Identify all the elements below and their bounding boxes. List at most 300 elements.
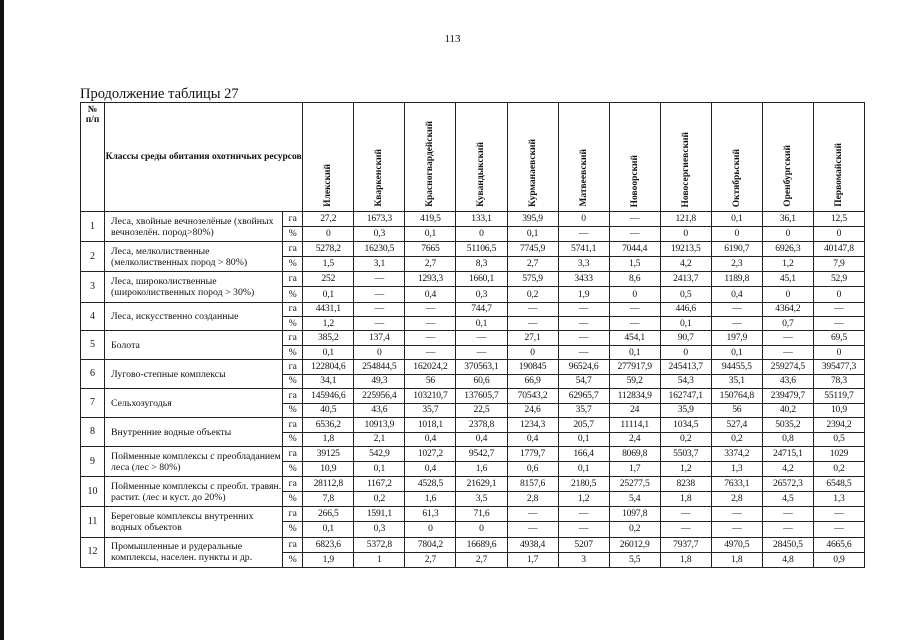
area-percent-cell: 1,5 [609, 257, 660, 272]
area-percent-cell: 24,6 [507, 403, 558, 417]
area-ha-cell: 4665,6 [813, 537, 864, 552]
unit-ha: га [283, 446, 303, 461]
area-percent-cell: 54,7 [558, 374, 609, 388]
area-percent-cell: 35,7 [558, 403, 609, 417]
area-percent-cell: 1,9 [303, 552, 354, 567]
area-ha-cell: 19213,5 [660, 242, 711, 257]
area-percent-cell: 1,8 [711, 552, 762, 567]
area-ha-cell: 62965,7 [558, 389, 609, 403]
area-percent-cell: 4,5 [762, 492, 813, 507]
area-ha-cell: 6190,7 [711, 242, 762, 257]
header-num [81, 103, 105, 212]
area-percent-cell: — [609, 317, 660, 331]
row-number: 3 [81, 272, 105, 302]
area-ha-cell: 454,1 [609, 331, 660, 345]
area-percent-cell: — [558, 345, 609, 359]
area-percent-cell: 0,2 [609, 522, 660, 537]
header-district: Кваркенский [354, 103, 405, 212]
area-percent-cell: 0,4 [405, 462, 456, 477]
area-ha-cell: 1189,8 [711, 272, 762, 287]
area-ha-cell: 24715,1 [762, 446, 813, 461]
area-ha-cell: 166,4 [558, 446, 609, 461]
area-percent-cell: 0,4 [507, 432, 558, 446]
area-ha-cell: 370563,1 [456, 360, 507, 374]
unit-percent: % [283, 552, 303, 567]
area-ha-cell: 4364,2 [762, 302, 813, 316]
area-percent-cell: 1,8 [660, 552, 711, 567]
area-ha-cell: 277917,9 [609, 360, 660, 374]
area-ha-cell: 39125 [303, 446, 354, 461]
header-district: Оренбургский [762, 103, 813, 212]
area-percent-cell: 0 [711, 227, 762, 242]
area-percent-cell: 0,1 [303, 522, 354, 537]
area-ha-cell: 7804,2 [405, 537, 456, 552]
area-ha-cell: 575,9 [507, 272, 558, 287]
area-ha-cell: 5372,8 [354, 537, 405, 552]
area-percent-cell: — [813, 522, 864, 537]
area-percent-cell: — [762, 522, 813, 537]
header-district: Новоорский [609, 103, 660, 212]
area-percent-cell: 0,1 [711, 345, 762, 359]
area-ha-cell: 2180,5 [558, 477, 609, 492]
area-ha-cell: 527,4 [711, 418, 762, 432]
area-percent-cell: 4,2 [660, 257, 711, 272]
area-ha-cell: 21629,1 [456, 477, 507, 492]
area-percent-cell: 3 [558, 552, 609, 567]
header-district: Новосергиевский [660, 103, 711, 212]
row-number: 2 [81, 242, 105, 272]
area-ha-cell: 36,1 [762, 212, 813, 227]
area-percent-cell: 2,7 [405, 257, 456, 272]
area-percent-cell: 43,6 [354, 403, 405, 417]
area-percent-cell: 4,2 [762, 462, 813, 477]
table-row [81, 331, 865, 345]
area-percent-cell: 0,1 [609, 345, 660, 359]
habitat-class-label: Пойменные комплексы с преобладанием леса (лес > 80%) [105, 446, 283, 476]
table-row [81, 446, 865, 461]
habitat-class-label: Сельхозугодья [105, 389, 283, 418]
area-ha-cell: 96524,6 [558, 360, 609, 374]
area-ha-cell: 7665 [405, 242, 456, 257]
area-percent-cell: 0,1 [303, 287, 354, 302]
area-ha-cell: 103210,7 [405, 389, 456, 403]
unit-percent: % [283, 462, 303, 477]
area-ha-cell: 5207 [558, 537, 609, 552]
area-ha-cell: 197,9 [711, 331, 762, 345]
area-ha-cell: 150764,8 [711, 389, 762, 403]
area-percent-cell: 1,5 [303, 257, 354, 272]
area-ha-cell: 252 [303, 272, 354, 287]
table-row [81, 302, 865, 316]
area-ha-cell: — [405, 331, 456, 345]
area-ha-cell: 27,2 [303, 212, 354, 227]
area-ha-cell: 259274,5 [762, 360, 813, 374]
unit-percent: % [283, 317, 303, 331]
habitat-class-label: Болота [105, 331, 283, 360]
area-ha-cell: — [711, 302, 762, 316]
unit-ha: га [283, 360, 303, 374]
area-percent-cell: 60,6 [456, 374, 507, 388]
area-ha-cell: 1167,2 [354, 477, 405, 492]
unit-percent: % [283, 345, 303, 359]
area-percent-cell: 0,3 [354, 522, 405, 537]
page-number: 113 [444, 33, 461, 45]
area-percent-cell: — [354, 317, 405, 331]
area-percent-cell: — [711, 317, 762, 331]
unit-ha: га [283, 537, 303, 552]
area-percent-cell: 0,1 [660, 317, 711, 331]
habitat-class-label: Лугово-степные комплексы [105, 360, 283, 389]
area-percent-cell: 0,1 [558, 462, 609, 477]
row-number: 9 [81, 446, 105, 476]
area-ha-cell: — [660, 507, 711, 522]
area-percent-cell: 0,1 [507, 227, 558, 242]
area-ha-cell: 245413,7 [660, 360, 711, 374]
area-ha-cell: 0,1 [711, 212, 762, 227]
header-num-line: № [87, 105, 98, 115]
table-caption: Продолжение таблицы 27 [80, 86, 239, 102]
area-percent-cell: — [354, 287, 405, 302]
area-ha-cell: 2378,8 [456, 418, 507, 432]
area-ha-cell: 4970,5 [711, 537, 762, 552]
area-ha-cell: 70543,2 [507, 389, 558, 403]
area-percent-cell: 59,2 [609, 374, 660, 388]
row-number: 4 [81, 302, 105, 331]
area-percent-cell: 0,4 [456, 432, 507, 446]
row-number: 8 [81, 418, 105, 447]
area-ha-cell: — [609, 212, 660, 227]
area-percent-cell: — [660, 522, 711, 537]
area-percent-cell: 0 [660, 227, 711, 242]
area-percent-cell: — [405, 317, 456, 331]
area-percent-cell: 5,5 [609, 552, 660, 567]
area-ha-cell: 4431,1 [303, 302, 354, 316]
area-ha-cell: 8,6 [609, 272, 660, 287]
area-ha-cell: — [711, 507, 762, 522]
header-classes: Классы среды обитания охотничьих ресурсов [105, 103, 303, 212]
area-ha-cell: 2413,7 [660, 272, 711, 287]
area-percent-cell: 1,2 [660, 462, 711, 477]
area-ha-cell: — [558, 331, 609, 345]
area-ha-cell: 6548,5 [813, 477, 864, 492]
area-ha-cell: 5035,2 [762, 418, 813, 432]
area-percent-cell: 56 [405, 374, 456, 388]
area-ha-cell: 542,9 [354, 446, 405, 461]
header-district: Красногвардейский [405, 103, 456, 212]
area-percent-cell: 40,2 [762, 403, 813, 417]
habitat-class-label: Внутренние водные объекты [105, 418, 283, 447]
table-row [81, 242, 865, 257]
area-percent-cell: 0,1 [558, 432, 609, 446]
area-ha-cell: 137605,7 [456, 389, 507, 403]
area-percent-cell: 0,3 [354, 227, 405, 242]
area-percent-cell: 1,6 [456, 462, 507, 477]
area-ha-cell: — [813, 302, 864, 316]
area-percent-cell: — [558, 317, 609, 331]
area-percent-cell: 1,6 [405, 492, 456, 507]
habitat-class-label: Леса, широколиственные (широколиственных пород > 30%) [105, 272, 283, 302]
area-percent-cell: 7,8 [303, 492, 354, 507]
area-ha-cell: 51106,5 [456, 242, 507, 257]
area-percent-cell: — [813, 317, 864, 331]
area-percent-cell: 35,7 [405, 403, 456, 417]
area-percent-cell: 78,3 [813, 374, 864, 388]
header-district: Октябрьский [711, 103, 762, 212]
area-ha-cell: 8069,8 [609, 446, 660, 461]
area-ha-cell: 2394,2 [813, 418, 864, 432]
header-district: Первомайский [813, 103, 864, 212]
area-ha-cell: 16689,6 [456, 537, 507, 552]
area-percent-cell: 0 [813, 227, 864, 242]
area-ha-cell: 71,6 [456, 507, 507, 522]
unit-ha: га [283, 212, 303, 227]
area-ha-cell: 1097,8 [609, 507, 660, 522]
area-ha-cell: 6536,2 [303, 418, 354, 432]
area-ha-cell: 10913,9 [354, 418, 405, 432]
area-ha-cell: 137,4 [354, 331, 405, 345]
area-percent-cell: — [507, 522, 558, 537]
area-ha-cell: 0 [558, 212, 609, 227]
unit-percent: % [283, 492, 303, 507]
area-percent-cell: 0 [456, 522, 507, 537]
area-ha-cell: 266,5 [303, 507, 354, 522]
area-ha-cell: — [558, 507, 609, 522]
page-edge-mark [0, 0, 4, 640]
unit-percent: % [283, 374, 303, 388]
area-percent-cell: 1,8 [660, 492, 711, 507]
area-percent-cell: 1,7 [507, 552, 558, 567]
area-percent-cell: 1,8 [303, 432, 354, 446]
unit-ha: га [283, 418, 303, 432]
area-ha-cell: 1234,3 [507, 418, 558, 432]
area-ha-cell: 6823,6 [303, 537, 354, 552]
row-number: 12 [81, 537, 105, 568]
area-percent-cell: 40,5 [303, 403, 354, 417]
area-ha-cell: 8238 [660, 477, 711, 492]
area-ha-cell: 162024,2 [405, 360, 456, 374]
unit-percent: % [283, 432, 303, 446]
unit-percent: % [283, 227, 303, 242]
area-ha-cell: 1018,1 [405, 418, 456, 432]
area-ha-cell: 11114,1 [609, 418, 660, 432]
area-ha-cell: 5741,1 [558, 242, 609, 257]
area-ha-cell: 254844,5 [354, 360, 405, 374]
area-percent-cell: 0 [303, 227, 354, 242]
area-ha-cell: 121,8 [660, 212, 711, 227]
area-ha-cell: — [813, 507, 864, 522]
habitat-class-label: Леса, мелколиственные (мелколиственных пород > 80%) [105, 242, 283, 272]
area-percent-cell: — [711, 522, 762, 537]
area-ha-cell: 69,5 [813, 331, 864, 345]
area-percent-cell: 0,3 [456, 287, 507, 302]
area-percent-cell: 1,2 [558, 492, 609, 507]
area-percent-cell: 0,1 [303, 345, 354, 359]
area-percent-cell: 0,1 [354, 462, 405, 477]
area-percent-cell: 2,8 [507, 492, 558, 507]
area-percent-cell: 0 [813, 345, 864, 359]
area-ha-cell: 52,9 [813, 272, 864, 287]
area-ha-cell: 385,2 [303, 331, 354, 345]
area-ha-cell: 1293,3 [405, 272, 456, 287]
area-percent-cell: 0 [405, 522, 456, 537]
area-percent-cell: 0 [813, 287, 864, 302]
area-ha-cell: 12,5 [813, 212, 864, 227]
area-percent-cell: 2,7 [507, 257, 558, 272]
area-percent-cell: 54,3 [660, 374, 711, 388]
area-percent-cell: — [609, 227, 660, 242]
area-ha-cell: 28450,5 [762, 537, 813, 552]
table-row [81, 212, 865, 227]
area-ha-cell: 1660,1 [456, 272, 507, 287]
area-percent-cell: 0,7 [762, 317, 813, 331]
area-ha-cell: 1034,5 [660, 418, 711, 432]
unit-ha: га [283, 242, 303, 257]
area-percent-cell: 2,1 [354, 432, 405, 446]
unit-ha: га [283, 477, 303, 492]
area-ha-cell: 1029 [813, 446, 864, 461]
area-percent-cell: 49,3 [354, 374, 405, 388]
area-percent-cell: 1,2 [762, 257, 813, 272]
area-percent-cell: 0,5 [813, 432, 864, 446]
area-percent-cell: 66,9 [507, 374, 558, 388]
area-percent-cell: 0,6 [507, 462, 558, 477]
area-percent-cell: — [558, 522, 609, 537]
header-num-line: п/п [85, 115, 100, 125]
area-ha-cell: — [456, 331, 507, 345]
area-ha-cell: 112834,9 [609, 389, 660, 403]
area-ha-cell: — [507, 507, 558, 522]
area-percent-cell: 0,8 [762, 432, 813, 446]
area-percent-cell: 0 [507, 345, 558, 359]
area-percent-cell: — [558, 227, 609, 242]
area-ha-cell: 25277,5 [609, 477, 660, 492]
area-percent-cell: — [456, 345, 507, 359]
area-percent-cell: 0,2 [660, 432, 711, 446]
area-ha-cell: 94455,5 [711, 360, 762, 374]
area-percent-cell: 0 [456, 227, 507, 242]
area-ha-cell: 40147,8 [813, 242, 864, 257]
area-ha-cell: 190845 [507, 360, 558, 374]
area-percent-cell: 0 [354, 345, 405, 359]
area-ha-cell: 145946,6 [303, 389, 354, 403]
header-district: Матвеевский [558, 103, 609, 212]
unit-ha: га [283, 389, 303, 403]
table-row [81, 360, 865, 374]
table-row [81, 389, 865, 403]
area-percent-cell: 0 [762, 227, 813, 242]
area-ha-cell: 26012,9 [609, 537, 660, 552]
area-percent-cell: 10,9 [813, 403, 864, 417]
area-ha-cell: 225956,4 [354, 389, 405, 403]
area-ha-cell: 7633,1 [711, 477, 762, 492]
unit-percent: % [283, 403, 303, 417]
row-number: 11 [81, 507, 105, 537]
area-percent-cell: 35,9 [660, 403, 711, 417]
unit-percent: % [283, 257, 303, 272]
area-ha-cell: 90,7 [660, 331, 711, 345]
area-percent-cell: 0,1 [405, 227, 456, 242]
area-ha-cell: — [354, 272, 405, 287]
habitat-class-label: Пойменные комплексы с преобл. травян. растит. (лес и куст. до 20%) [105, 477, 283, 507]
area-percent-cell: 3,5 [456, 492, 507, 507]
table-row [81, 272, 865, 287]
area-percent-cell: 0,1 [456, 317, 507, 331]
unit-percent: % [283, 522, 303, 537]
area-ha-cell: 6926,3 [762, 242, 813, 257]
area-percent-cell: 4,8 [762, 552, 813, 567]
area-percent-cell: 10,9 [303, 462, 354, 477]
area-ha-cell: 419,5 [405, 212, 456, 227]
table-row [81, 507, 865, 522]
area-ha-cell: 1779,7 [507, 446, 558, 461]
area-ha-cell: 16230,5 [354, 242, 405, 257]
area-percent-cell: 1,7 [609, 462, 660, 477]
area-percent-cell: 0 [660, 345, 711, 359]
area-ha-cell: 5503,7 [660, 446, 711, 461]
area-percent-cell: 22,5 [456, 403, 507, 417]
table-row [81, 418, 865, 432]
habitat-table [80, 102, 865, 568]
area-ha-cell: 3433 [558, 272, 609, 287]
area-ha-cell: 26572,3 [762, 477, 813, 492]
habitat-class-label: Промышленные и рудеральные комплексы, населен. пункты и др. [105, 537, 283, 568]
area-ha-cell: 1591,1 [354, 507, 405, 522]
area-ha-cell: 28112,8 [303, 477, 354, 492]
area-percent-cell: 0 [609, 287, 660, 302]
area-ha-cell: 3374,2 [711, 446, 762, 461]
area-percent-cell: 34,1 [303, 374, 354, 388]
area-percent-cell: — [762, 345, 813, 359]
area-ha-cell: — [354, 302, 405, 316]
unit-percent: % [283, 287, 303, 302]
table-row [81, 537, 865, 552]
area-percent-cell: 3,3 [558, 257, 609, 272]
area-percent-cell: 2,7 [405, 552, 456, 567]
habitat-class-label: Леса, хвойные вечнозелёные (хвойных вечнозелён. пород>80%) [105, 212, 283, 242]
area-percent-cell: 0 [762, 287, 813, 302]
area-ha-cell: 7745,9 [507, 242, 558, 257]
habitat-class-label: Береговые комплексы внутренних водных объектов [105, 507, 283, 537]
area-ha-cell: 5278,2 [303, 242, 354, 257]
area-percent-cell: 0,4 [711, 287, 762, 302]
area-percent-cell: — [507, 317, 558, 331]
area-ha-cell: 205,7 [558, 418, 609, 432]
area-percent-cell: 1,2 [303, 317, 354, 331]
area-percent-cell: 56 [711, 403, 762, 417]
area-ha-cell: 395477,3 [813, 360, 864, 374]
area-ha-cell: 7937,7 [660, 537, 711, 552]
area-percent-cell: 1 [354, 552, 405, 567]
area-percent-cell: 1,3 [711, 462, 762, 477]
habitat-class-label: Леса, искусственно созданные [105, 302, 283, 331]
area-percent-cell: — [405, 345, 456, 359]
unit-ha: га [283, 302, 303, 316]
area-percent-cell: 43,6 [762, 374, 813, 388]
area-percent-cell: 8,3 [456, 257, 507, 272]
area-ha-cell: 4938,4 [507, 537, 558, 552]
area-ha-cell: 162747,1 [660, 389, 711, 403]
row-number: 6 [81, 360, 105, 389]
area-percent-cell: 35,1 [711, 374, 762, 388]
table-row [81, 477, 865, 492]
area-ha-cell: 55119,7 [813, 389, 864, 403]
area-percent-cell: 24 [609, 403, 660, 417]
header-district: Курманаевский [507, 103, 558, 212]
unit-ha: га [283, 331, 303, 345]
area-percent-cell: 0,5 [660, 287, 711, 302]
area-ha-cell: 122804,6 [303, 360, 354, 374]
unit-ha: га [283, 272, 303, 287]
